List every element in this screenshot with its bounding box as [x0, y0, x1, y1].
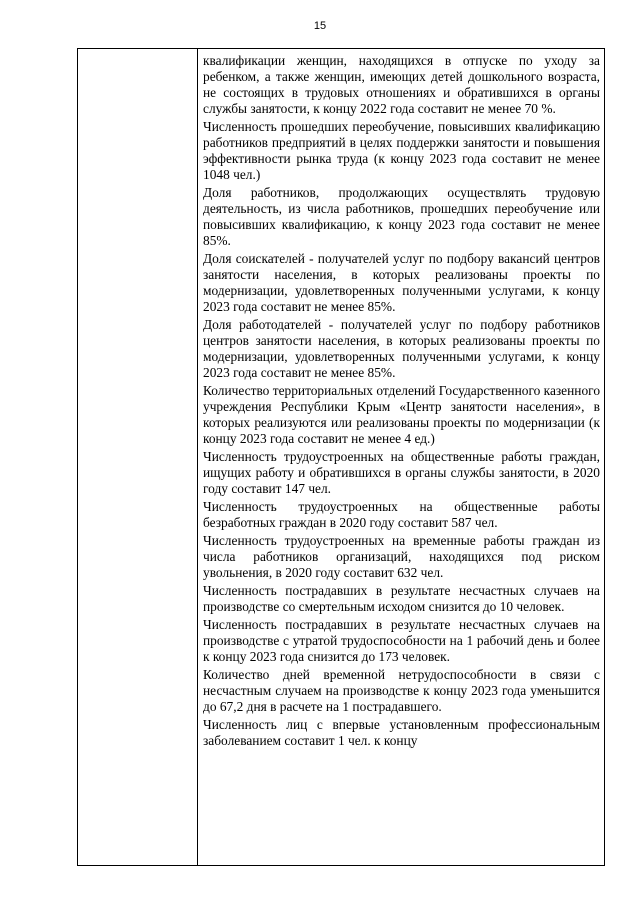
paragraph-1: квалификации женщин, находящихся в отпуске по уходу за ребенком, а также женщин, имеющих детей дошкольного возраста, не состоящих в трудовых отношениях и обратившихся в органы службы занятости, к концу 2022 года составит не менее 70 %. [203, 53, 600, 116]
paragraph-13: Численность лиц с впервые установленным профессиональным заболеванием составит 1 чел. к концу [203, 717, 600, 748]
page-number: 15 [313, 20, 327, 32]
paragraph-4: Доля соискателей - получателей услуг по подбору вакансий центров занятости населения, в которых реализованы проекты по модернизации, удовлетворенных полученными услугами, к концу 2023 года составит не менее 85%. [203, 251, 600, 314]
paragraph-6: Количество территориальных отделений Государственного казенного учреждения Республики Крым «Центр занятости населения», в которых реализуются или реализованы проекты по модернизации (к концу 2023 года составит не менее 4 ед.) [203, 383, 601, 446]
paragraph-10: Численность пострадавших в результате несчастных случаев на производстве со смертельным исходом снизится до 10 человек. [203, 583, 600, 614]
paragraph-3: Доля работников, продолжающих осуществлять трудовую деятельность, из числа работников, прошедших переобучение или повысивших квалификацию, к концу 2023 года составит не менее 85%. [203, 185, 600, 248]
paragraph-7: Численность трудоустроенных на общественные работы граждан, ищущих работу и обратившихся в органы службы занятости, в 2020 году составит 147 чел. [203, 449, 600, 496]
paragraph-5: Доля работодателей - получателей услуг по подбору работников центров занятости населения, в которых реализованы проекты по модернизации, удовлетворенных полученными услугами, к концу 2023 года составит не менее 85%. [203, 317, 600, 380]
paragraph-9: Численность трудоустроенных на временные работы граждан из числа работников организаций, находящихся под риском увольнения, в 2020 году составит 632 чел. [203, 533, 600, 580]
document-table [77, 48, 605, 866]
paragraph-12: Количество дней временной нетрудоспособности в связи с несчастным случаем на производстве к концу 2023 года уменьшится до 67,2 дня в расчете на 1 пострадавшего. [203, 667, 600, 714]
table-cell-left-empty [78, 49, 198, 866]
cell-text-block [198, 49, 604, 749]
paragraph-8: Численность трудоустроенных на общественные работы безработных граждан в 2020 году составит 587 чел. [203, 499, 600, 530]
table-cell-right [198, 49, 605, 866]
paragraph-11: Численность пострадавших в результате несчастных случаев на производстве с утратой трудоспособности на 1 рабочий день и более к концу 2023 года снизится до 173 человек. [203, 617, 600, 664]
paragraph-2: Численность прошедших переобучение, повысивших квалификацию работников предприятий в целях поддержки занятости и повышения эффективности рынка труда (к концу 2023 года составит не менее 1048 чел.) [203, 119, 600, 182]
table-row [78, 49, 605, 866]
